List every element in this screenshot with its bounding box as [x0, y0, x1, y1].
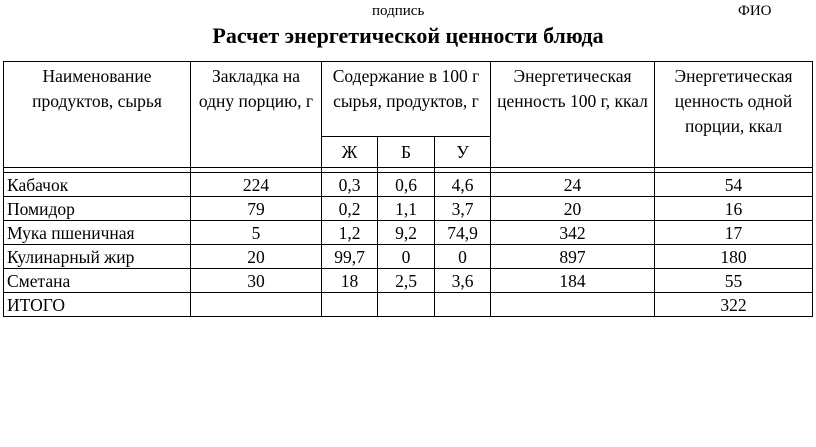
cell-name: Кулинарный жир	[4, 245, 191, 269]
cell-portion: 79	[191, 197, 322, 221]
total-label: ИТОГО	[4, 293, 191, 317]
table-row	[4, 245, 813, 269]
table-row	[4, 173, 813, 197]
cell-carbs: 74,9	[435, 221, 491, 245]
cell-portion: 20	[191, 245, 322, 269]
cell-protein: 0	[378, 245, 435, 269]
cell-portion: 224	[191, 173, 322, 197]
cell-protein: 2,5	[378, 269, 435, 293]
cell-fat: 99,7	[322, 245, 378, 269]
cell-carbs: 3,6	[435, 269, 491, 293]
cell-energy-100g: 342	[491, 221, 655, 245]
cell-portion: 30	[191, 269, 322, 293]
column-header-protein: Б	[378, 137, 435, 168]
cell-energy-100g: 20	[491, 197, 655, 221]
table-row	[4, 221, 813, 245]
cell-carbs: 4,6	[435, 173, 491, 197]
cell-protein: 1,1	[378, 197, 435, 221]
cell-energy-portion: 180	[655, 245, 813, 269]
cell-empty	[435, 293, 491, 317]
total-row	[4, 293, 813, 317]
cell-fat: 0,2	[322, 197, 378, 221]
column-header-name: Наименование продуктов, сырья	[4, 62, 191, 168]
cell-energy-portion: 55	[655, 269, 813, 293]
column-header-carbs: У	[435, 137, 491, 168]
table-row	[4, 197, 813, 221]
column-header-fat: Ж	[322, 137, 378, 168]
table-row	[4, 269, 813, 293]
cell-name: Кабачок	[4, 173, 191, 197]
cell-empty	[378, 293, 435, 317]
cell-energy-100g: 184	[491, 269, 655, 293]
table-header-row	[4, 62, 813, 137]
cell-energy-portion: 17	[655, 221, 813, 245]
page-title: Расчет энергетической ценности блюда	[212, 23, 604, 48]
cell-fat: 1,2	[322, 221, 378, 245]
cell-portion: 5	[191, 221, 322, 245]
fio-label: ФИО	[738, 3, 772, 19]
column-header-content: Содержание в 100 г сырья, продуктов, г	[322, 62, 491, 137]
cell-protein: 9,2	[378, 221, 435, 245]
total-energy-portion: 322	[655, 293, 813, 317]
cell-empty	[491, 293, 655, 317]
energy-value-table	[3, 61, 813, 317]
cell-carbs: 3,7	[435, 197, 491, 221]
column-header-energy-portion: Энергетическая ценность одной порции, ккал	[655, 62, 813, 168]
cell-name: Сметана	[4, 269, 191, 293]
cell-name: Мука пшеничная	[4, 221, 191, 245]
column-header-energy-100g: Энергетическая ценность 100 г, ккал	[491, 62, 655, 168]
cell-fat: 18	[322, 269, 378, 293]
cell-energy-100g: 24	[491, 173, 655, 197]
signature-label: подпись	[372, 3, 425, 19]
cell-energy-portion: 54	[655, 173, 813, 197]
cell-protein: 0,6	[378, 173, 435, 197]
cell-fat: 0,3	[322, 173, 378, 197]
cell-carbs: 0	[435, 245, 491, 269]
cell-name: Помидор	[4, 197, 191, 221]
column-header-portion: Закладка на одну порцию, г	[191, 62, 322, 168]
cell-empty	[191, 293, 322, 317]
cell-energy-100g: 897	[491, 245, 655, 269]
cell-energy-portion: 16	[655, 197, 813, 221]
cell-empty	[322, 293, 378, 317]
